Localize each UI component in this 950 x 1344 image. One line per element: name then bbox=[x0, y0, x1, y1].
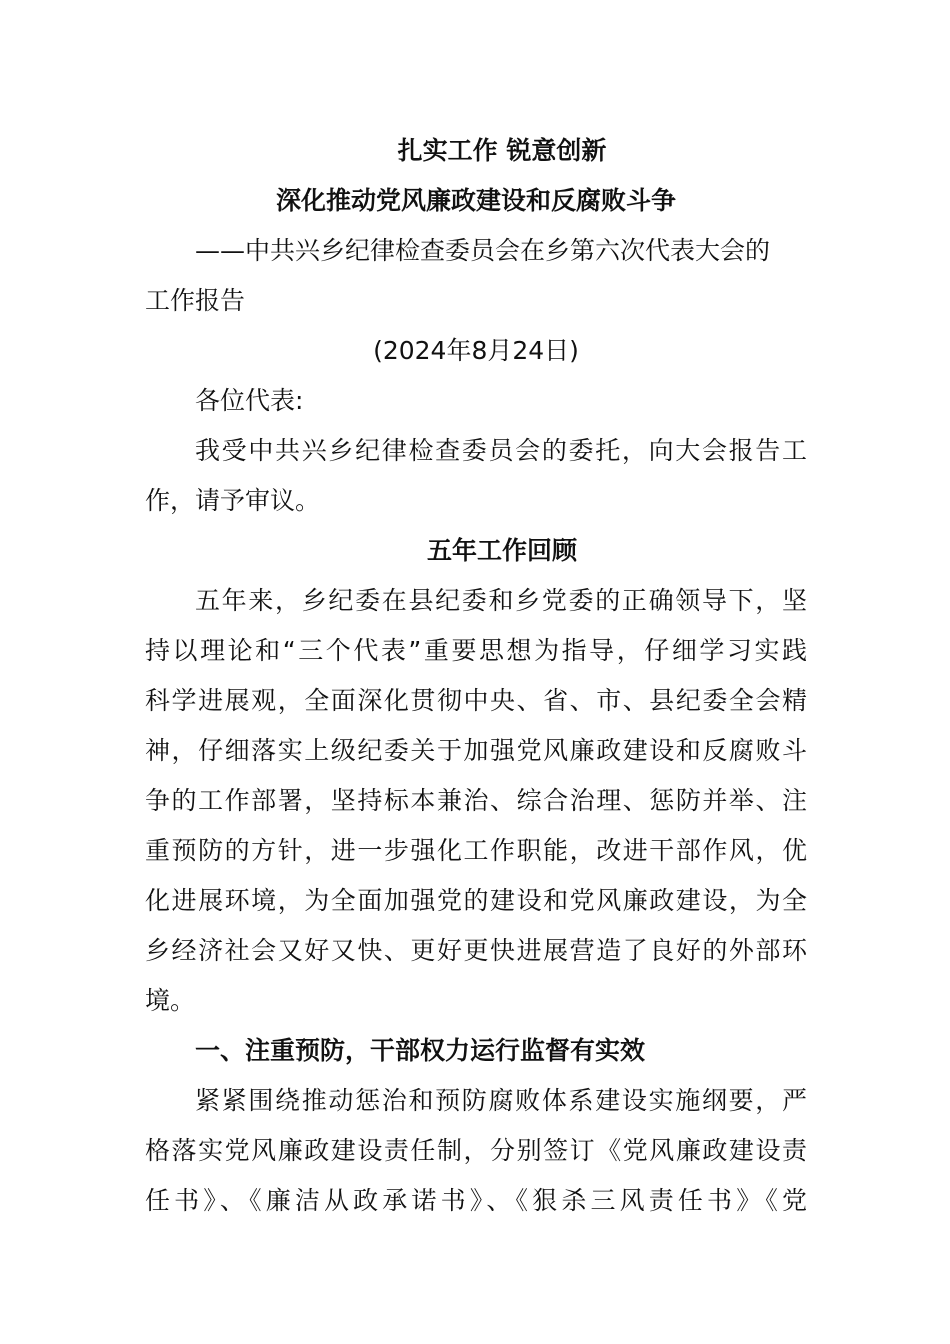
salutation: 各位代表: bbox=[195, 386, 304, 415]
section-title: 五年工作回顾 bbox=[426, 536, 577, 565]
review-line: 五年来，乡纪委在县纪委和乡党委的正确领导下，坚 bbox=[195, 586, 807, 615]
intro-line: 作，请予审议。 bbox=[145, 486, 321, 515]
subtitle-line-2: 工作报告 bbox=[145, 286, 246, 315]
subtitle-line-1: ——中共兴乡纪律检查委员会在乡第六次代表大会的 bbox=[195, 236, 771, 265]
subsection-line: 紧紧围绕推动惩治和预防腐败体系建设实施纲要，严 bbox=[195, 1086, 807, 1115]
title-line-1: 扎实工作 锐意创新 bbox=[397, 136, 607, 165]
review-line: 境。 bbox=[145, 986, 196, 1015]
review-line: 神，仔细落实上级纪委关于加强党风廉政建设和反腐败斗 bbox=[145, 736, 807, 765]
title-line-2: 深化推动党风廉政建设和反腐败斗争 bbox=[275, 186, 676, 215]
subsection-line: 任书》、《廉洁从政承诺书》、《狠杀三风责任书》《党 bbox=[145, 1186, 807, 1215]
intro-line: 我受中共兴乡纪律检查委员会的委托，向大会报告工 bbox=[195, 436, 807, 465]
review-line: 重预防的方针，进一步强化工作职能，改进干部作风，优 bbox=[145, 836, 807, 865]
review-line: 乡经济社会又好又快、更好更快进展营造了良好的外部环 bbox=[145, 936, 807, 965]
report-date: (2024年8月24日) bbox=[373, 336, 579, 365]
review-line: 持以理论和“三个代表”重要思想为指导，仔细学习实践 bbox=[145, 636, 807, 665]
review-line: 化进展环境，为全面加强党的建设和党风廉政建设，为全 bbox=[145, 886, 807, 915]
subsection-line: 格落实党风廉政建设责任制，分别签订《党风廉政建设责 bbox=[145, 1136, 807, 1165]
review-line: 科学进展观，全面深化贯彻中央、省、市、县纪委全会精 bbox=[145, 686, 807, 715]
subsection-title: 一、注重预防，干部权力运行监督有实效 bbox=[195, 1036, 646, 1065]
document-body bbox=[145, 126, 807, 1226]
review-line: 争的工作部署，坚持标本兼治、综合治理、惩防并举、注 bbox=[145, 786, 807, 815]
